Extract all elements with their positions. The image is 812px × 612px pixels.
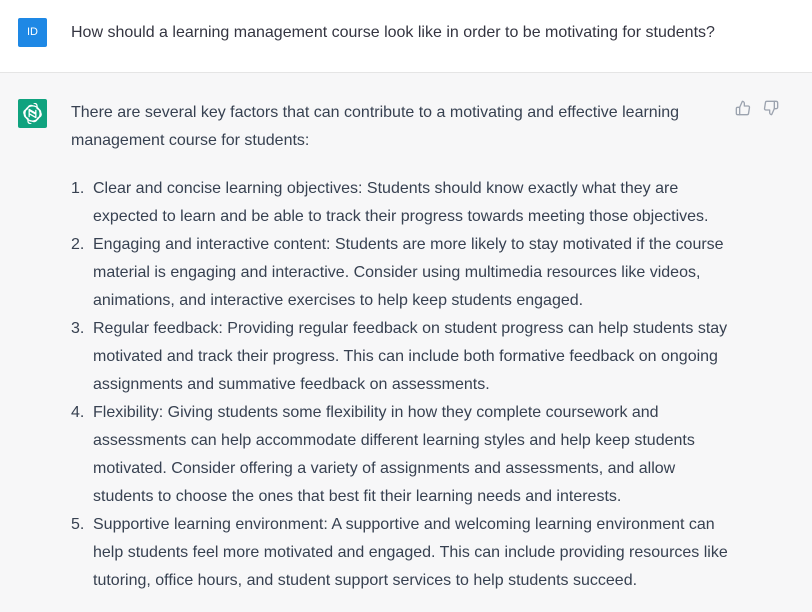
assistant-avatar — [18, 99, 47, 128]
list-item — [71, 399, 736, 511]
list-item-text: Supportive learning environment: A supportive and welcoming learning environment can help students feel more motivated and engaged. This can include providing resources like tutoring, office hours, and student support services to help students succeed. — [93, 516, 728, 589]
answer-list — [71, 175, 736, 595]
feedback-controls — [735, 99, 779, 117]
list-item-text: Engaging and interactive content: Students are more likely to stay motivated if the course material is engaging and interactive. Consider using multimedia resources like videos, animations, and interactive exercises to help keep students engaged. — [93, 236, 724, 309]
list-item-number: 5. — [71, 516, 85, 533]
list-item-number: 1. — [71, 180, 85, 197]
list-item-number: 3. — [71, 320, 85, 337]
list-item — [71, 231, 736, 315]
thumbs-up-icon — [735, 100, 751, 116]
list-item — [71, 511, 736, 595]
user-message-row — [0, 0, 812, 73]
thumbs-down-icon — [763, 100, 779, 116]
list-item-text: Flexibility: Giving students some flexibility in how they complete coursework and assessments can help accommodate different learning styles and help keep students motivated. Consider offering a variety of assignments and assessments, and allow students to choose the ones that best fit their learning needs and interests. — [93, 404, 695, 505]
answer-intro: There are several key factors that can contribute to a motivating and effective learning management course for students: — [71, 104, 680, 149]
list-item — [71, 315, 736, 399]
user-message: How should a learning management course look like in order to be motivating for students? — [71, 24, 715, 41]
thumbs-down-button[interactable] — [763, 99, 779, 117]
assistant-answer — [71, 99, 736, 595]
list-item — [71, 175, 736, 231]
list-item-number: 2. — [71, 236, 85, 253]
list-item-number: 4. — [71, 404, 85, 421]
list-item-text: Clear and concise learning objectives: Students should know exactly what they are expected to learn and be able to track their progress towards meeting those objectives. — [93, 180, 709, 225]
assistant-message-row — [0, 73, 812, 612]
user-avatar: ID — [18, 18, 47, 47]
list-item-text: Regular feedback: Providing regular feedback on student progress can help students stay motivated and track their progress. This can include both formative feedback on ongoing assignments and summative feedback on assessments. — [93, 320, 728, 393]
openai-logo-icon — [22, 103, 43, 124]
thumbs-up-button[interactable] — [735, 99, 751, 117]
